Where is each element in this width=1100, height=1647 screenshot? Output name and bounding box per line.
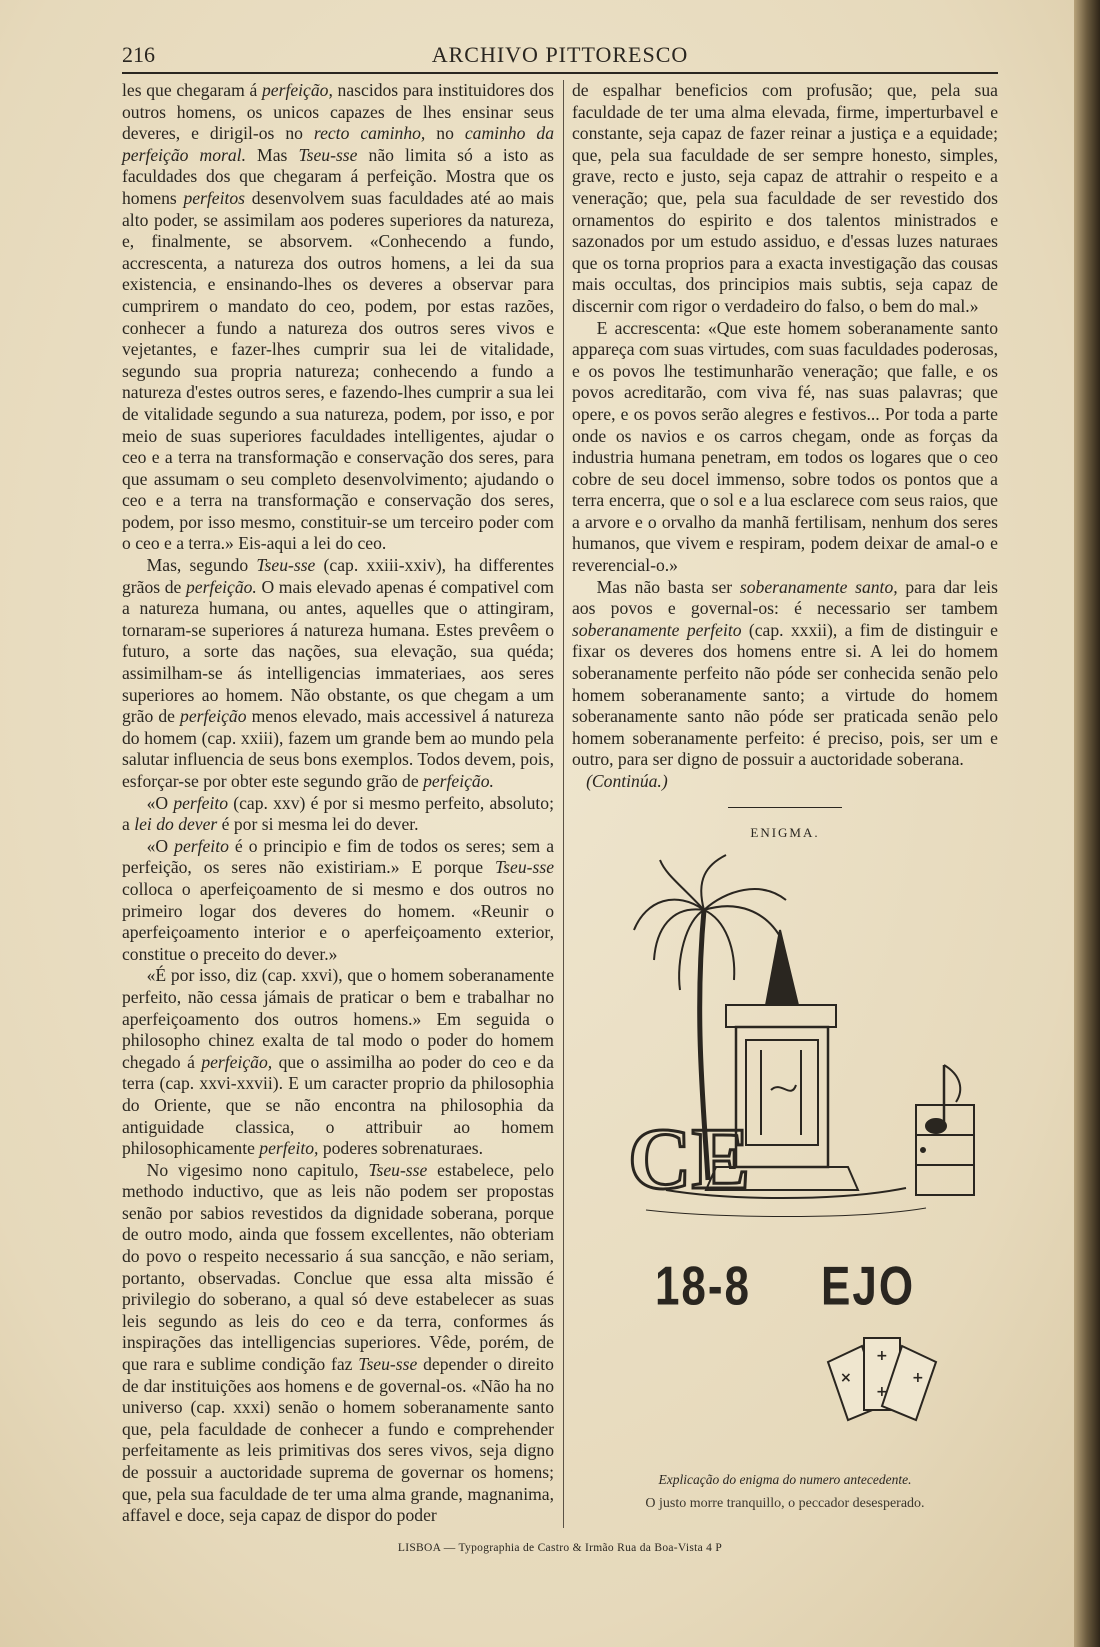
- right_column-paragraph: [572, 577, 998, 771]
- italic-text: soberanamente santo,: [739, 576, 898, 597]
- italic-text: recto caminho,: [313, 123, 426, 144]
- rebus-number: 18-8: [654, 1255, 752, 1317]
- body-text: de espalhar beneficios com profusão; que, pela sua faculdade de ter uma alma elevada, firme, imperturbavel e constante, seja capaz de fazer reinar a justiça e a equidade; que, pela sua faculdade de ser sempre honesto, simples, grave, recto e justo, seja capaz de attrahir o respeito e a veneração; que, pela sua faculdade de ser revestido dos ornamentos do espirito e dos talentos ministrados e sazonados por um estudo assiduo, e d'essas luzes naturaes que os torna proprios para a exacta investigação das cousas mais occultas, dos principios mais subtis, seja capaz de discernir com rigor o verdadeiro do falso, o bem do mal.»: [572, 80, 998, 316]
- italic-text: Tseu-sse: [298, 144, 358, 165]
- body-text: estabelece, pelo methodo inductivo, que as leis não podem ser propostas senão por sabios revestidos da dignidade soberana, porque de outro modo, ainda que fossem excellentes, não obteriam do povo o respeito necessario á sua sancção, e não seriam, portanto, observadas. Conclue que essa alta missão é privilegio do soberano, a qual só deve estabelecer as suas leis segundo as leis do ceo e da terra, conformes ás inspirações das intelligencias superiores. Vêde, porém, de que rara e sublime condição faz: [122, 1159, 554, 1375]
- svg-text:+: +: [876, 1384, 888, 1400]
- body-text: (cap. xxiii-xxiv), ha differentes grãos de: [122, 555, 554, 597]
- body-text: E accrescenta: «Que este homem soberanamente santo appareça com suas virtudes, com suas faculdades poderosas, e os povos lhe testimunharão veneração; que falle, e os povos acreditarão, com viva fé, nas suas palavras; que opere, e os povos serão alegres e festivos... Por toda a parte onde os navios e os carros chegam, onde as forças da industria humana penetram, em todos os logares que o ceo cobre de seu docel immenso, sobre todos os pontos que a terra encerra, que o sol e a lua esclarece com seus raios, que a arvore e o orvalho da manhã fertilisam, nenhum dos seres humanos, que vivem e respiram, podem deixar de amal-o e reverencial-o.»: [572, 317, 998, 576]
- left_column-paragraph: [122, 555, 554, 793]
- italic-text: perfeição.: [423, 771, 494, 791]
- playing-cards-icon: [822, 1332, 942, 1422]
- body-text: Mas não basta ser: [596, 576, 740, 597]
- printer-imprint: LISBOA — Typographia de Castro & Irmão Rua da Boa-Vista 4 P: [397, 1542, 723, 1554]
- body-text: é o principio e fim de todos os seres; sem a perfeição, os seres não existiriam.» E porque: [122, 835, 554, 878]
- body-text: no: [425, 123, 465, 144]
- continua-note: (Continúa.): [586, 771, 668, 791]
- body-text: colloca o aperfeiçoamento de si mesmo e dos outros no primeiro logar dos deveres do homem. «Reunir o aperfeiçoamento interior e o aperfeiçoamento exterior, constitue o preceito do dever.»: [122, 878, 554, 964]
- page-header: [122, 38, 998, 74]
- right_column-paragraph: [572, 318, 998, 577]
- body-text: O mais elevado apenas é compativel com a natureza humana, ou antes, aquelles que o attingiram, tornaram-se superiores á natureza humana. Estes prevêem o futuro, a sorte das nações, sua elevação, sua quéda; assimilham-se ás intelligencias immateriaes, aos seres superiores ao homem. Não obstante, os que chegam a um grão de: [122, 576, 554, 727]
- italic-text: soberanamente perfeito: [572, 619, 742, 640]
- italic-text: caminho da perfeição moral.: [122, 123, 554, 165]
- body-text: (cap. xxxii), a fim de distinguir e fixar os deveres dos homens entre si. A lei do homem soberanamente perfeito não póde ser conhecida senão pelo homem soberanamente santo; a virtude do homem soberanamente santo não póde ser praticada senão pelo homem soberanamente perfeito: é preciso, pois, ser um e outro, para ser digno de possuir a auctoridade soberana.: [572, 619, 998, 770]
- solution-title: Explicação do enigma do numero antecedente.: [658, 1472, 912, 1487]
- rebus-word: EJO: [821, 1255, 916, 1317]
- italic-text: Tseu-sse: [368, 1159, 428, 1180]
- svg-text:+: +: [912, 1370, 924, 1386]
- body-text: No vigesimo nono capitulo,: [146, 1159, 369, 1180]
- left_column-paragraph: [122, 965, 554, 1159]
- italic-text: Tseu-sse: [495, 857, 554, 878]
- left_column-paragraph: [122, 80, 554, 555]
- solution-text: O justo morre tranquillo, o peccador desesperado.: [645, 1496, 925, 1511]
- italic-text: perfeito: [174, 835, 229, 856]
- body-text: não limita só a isto as faculdades dos que chegaram á perfeição. Mostra que os homens: [122, 144, 554, 208]
- italic-text: perfeição: [180, 706, 247, 727]
- italic-text: perfeito: [173, 792, 229, 813]
- italic-text: perfeitos: [183, 187, 246, 208]
- left_column-paragraph: [122, 793, 554, 836]
- right-column: [572, 80, 998, 793]
- body-text: «O: [146, 792, 174, 813]
- italic-text: Tseu-sse: [358, 1354, 418, 1375]
- body-text: «O: [146, 835, 175, 856]
- right_column-paragraph: [572, 80, 998, 318]
- body-text: Mas: [245, 144, 299, 165]
- book-spine-shadow: [1074, 0, 1100, 1647]
- svg-text:+: +: [876, 1348, 888, 1364]
- running-title: ARCHIVO PITTORESCO: [431, 42, 689, 67]
- enigma-illustration: [576, 850, 996, 1250]
- left_column-paragraph: [122, 1160, 554, 1527]
- italic-text: Tseu-sse: [256, 555, 316, 576]
- enigma-title: ENIGMA.: [750, 825, 820, 840]
- body-text: menos elevado, mais accessivel á natureza do homem (cap. xxiii), fazem um grande bem ao mundo pela salutar influencia de seus bons exemplos. Todos devem, pois, esforçar-se por obter este segundo grão de: [122, 706, 554, 791]
- left_column-paragraph: [122, 836, 554, 966]
- body-text: poderes sobrenaturaes.: [318, 1138, 484, 1159]
- rebus-letters-ce: CE: [628, 1111, 751, 1208]
- body-text: Mas, segundo: [146, 555, 257, 576]
- body-text: nascidos para instituidores dos outros homens, os unicos capazes de lhes ensinar seus deveres, e dirigil-os no: [122, 80, 554, 144]
- italic-text: perfeição.: [185, 576, 257, 597]
- italic-text: perfeito,: [259, 1138, 319, 1159]
- section-rule: [728, 807, 842, 808]
- rebus-line: [572, 1256, 998, 1319]
- body-text: «É por isso, diz (cap. xxvi), que o homem soberanamente perfeito, não cessa jámais de praticar o bem e trabalhar no aperfeiçoamento dos outros homens.» Em seguida o philosopho chinez exalta de tal modo o poder do homem chegado á: [122, 965, 554, 1072]
- body-text: desenvolvem suas faculdades até ao mais alto poder, se assimilam aos poderes superiores da natureza, e, finalmente, se absorvem. «Conhecendo a fundo, accrescenta, a natureza dos outros homens, a lei da sua existencia, e ensinando-lhes os deveres a observar para cumprirem o mandato do ceo, podem, por estas razões, conhecer a fundo a natureza dos outros seres vivos e vejetantes, e fazer-lhes cumprir sua lei de vitalidade, segundo sua propria natureza; conhecendo a fundo a natureza d'estes outros seres, e fazendo-lhes cumprir a sua lei de vitalidade segundo a sua natureza, podem, por isso, e por meio de suas superiores faculdades intelligentes, ajudar o ceo e a terra na transformação e conservação dos seres, para que assumam o seu completo desenvolvimento; ajudando o ceo e a terra na transformação e conservação dos seres, podem, por isso mesmo, constituir-se um terceiro poder com o ceo e a terra.» Eis-aqui a lei do ceo.: [122, 187, 554, 554]
- body-text: depender o direito de dar instituições aos homens e de governal-os. «Não ha no universo (cap. xxxi) senão o homem soberanamente santo que, pela faculdade de conhecer a fundo e comprehender perfeitamente as leis primitivas dos seres vivos, seja digno de possuir a auctoridade suprema de governar os homens; que, pela sua faculdade de ter uma alma grande, magnanima, affavel e doce, seja capaz de dispor do poder: [122, 1354, 554, 1526]
- body-text: (cap. xxv) é por si mesmo perfeito, absoluto; a: [122, 792, 554, 835]
- body-text: é por si mesma lei do dever.: [217, 814, 419, 835]
- italic-text: perfeição,: [262, 80, 333, 100]
- column-divider: [563, 80, 564, 1528]
- body-text: para dar leis aos povos e governal-os: é necessario ser tambem: [572, 576, 998, 619]
- italic-text: perfeição,: [201, 1051, 273, 1072]
- page-number: 216: [122, 42, 155, 67]
- svg-text:×: ×: [840, 1370, 852, 1386]
- body-text: les que chegaram á: [122, 80, 262, 100]
- body-text: que o assimilha ao poder do ceo e da terra (cap. xxvi-xxvii). E um caracter proprio da philosophia do Oriente, que se não encontra na philosophia da antiguidade classica, o attribuir ao homem philosophicamente: [122, 1051, 554, 1159]
- italic-text: lei do dever: [134, 814, 218, 835]
- left-column: [122, 80, 554, 1527]
